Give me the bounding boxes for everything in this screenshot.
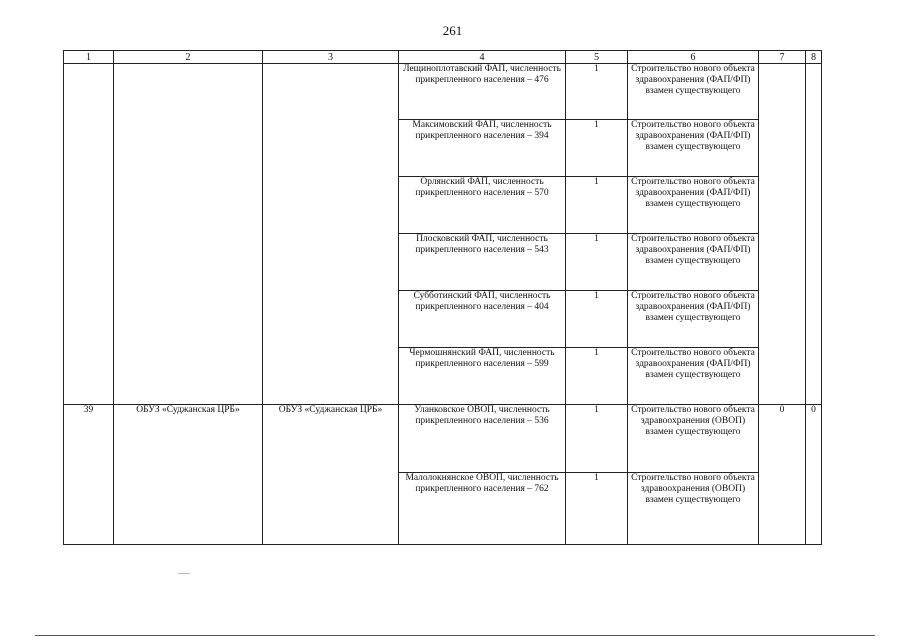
cont-col-7 [759, 64, 806, 405]
header-col-7: 7 [759, 51, 806, 64]
table-row [64, 64, 822, 120]
cont-col-3 [263, 64, 399, 405]
header-col-1: 1 [64, 51, 114, 64]
scan-mark [178, 573, 190, 574]
facility-action: Строительство нового объекта здравоохранения (ФАП/ФП) взамен существующего [628, 177, 759, 234]
facility-action: Строительство нового объекта здравоохранения (ФАП/ФП) взамен существующего [628, 348, 759, 405]
facility-action: Строительство нового объекта здравоохранения (ОВОП) взамен существующего [628, 405, 759, 473]
header-col-6: 6 [628, 51, 759, 64]
facility-name: Максимовский ФАП, численность прикрепленного населения – 394 [399, 120, 566, 177]
header-col-4: 4 [399, 51, 566, 64]
facility-name: Лещиноплотавский ФАП, численность прикрепленного населения – 476 [399, 64, 566, 120]
facility-name: Малолокнянское ОВОП, численность прикрепленного населения – 762 [399, 473, 566, 545]
scan-edge-line [35, 635, 875, 636]
facility-name: Чермошнянский ФАП, численность прикрепленного населения – 599 [399, 348, 566, 405]
cont-col-2 [114, 64, 263, 405]
facility-action: Строительство нового объекта здравоохранения (ФАП/ФП) взамен существующего [628, 234, 759, 291]
facility-name: Орлянский ФАП, численность прикрепленного населения – 570 [399, 177, 566, 234]
facility-name: Субботинский ФАП, численность прикрепленного населения – 404 [399, 291, 566, 348]
facility-action: Строительство нового объекта здравоохранения (ФАП/ФП) взамен существующего [628, 64, 759, 120]
facility-qty: 1 [566, 234, 628, 291]
facility-action: Строительство нового объекта здравоохранения (ФАП/ФП) взамен существующего [628, 291, 759, 348]
organization-name-2: ОБУЗ «Суджанская ЦРБ» [263, 405, 399, 545]
header-col-2: 2 [114, 51, 263, 64]
facility-qty: 1 [566, 120, 628, 177]
facility-qty: 1 [566, 348, 628, 405]
facilities-table [63, 50, 822, 545]
header-row [64, 51, 822, 64]
facility-qty: 1 [566, 291, 628, 348]
cont-col-1 [64, 64, 114, 405]
header-col-8: 8 [806, 51, 822, 64]
facility-qty: 1 [566, 64, 628, 120]
col7-value: 0 [759, 405, 806, 545]
facility-qty: 1 [566, 177, 628, 234]
facility-qty: 1 [566, 473, 628, 545]
facility-action: Строительство нового объекта здравоохранения (ФАП/ФП) взамен существующего [628, 120, 759, 177]
organization-name: ОБУЗ «Суджанская ЦРБ» [114, 405, 263, 545]
row-number: 39 [64, 405, 114, 545]
page-number: 261 [442, 23, 463, 38]
header-col-5: 5 [566, 51, 628, 64]
facility-action: Строительство нового объекта здравоохранения (ОВОП) взамен существующего [628, 473, 759, 545]
facility-name: Плосковский ФАП, численность прикрепленного населения – 543 [399, 234, 566, 291]
cont-col-8 [806, 64, 822, 405]
table-row [64, 405, 822, 473]
facility-qty: 1 [566, 405, 628, 473]
col8-value: 0 [806, 405, 822, 545]
header-col-3: 3 [263, 51, 399, 64]
facility-name: Уланковское ОВОП, численность прикрепленного населения – 536 [399, 405, 566, 473]
